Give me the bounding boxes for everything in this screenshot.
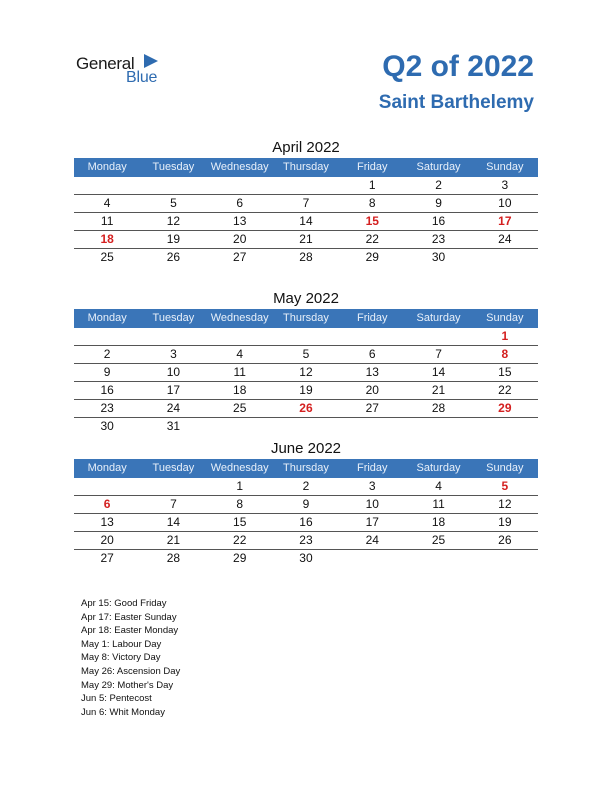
holiday-item: Apr 18: Easter Monday	[81, 625, 179, 637]
holiday-item: Apr 17: Easter Sunday	[81, 611, 177, 623]
day-cell: 22	[498, 383, 512, 397]
region-name: Saint Barthelemy	[378, 92, 534, 113]
day-cell: 10	[365, 497, 379, 511]
day-cell: 7	[170, 497, 177, 511]
day-cell	[207, 328, 273, 345]
day-cell: 18	[431, 515, 446, 529]
day-cell: 28	[166, 551, 181, 565]
day-cell: 3	[368, 479, 376, 493]
day-cell	[74, 328, 140, 345]
day-cell: 8	[368, 196, 376, 210]
day-cell: 23	[299, 533, 313, 547]
day-cell	[140, 177, 206, 194]
day-cell	[273, 418, 339, 435]
day-cell	[273, 177, 339, 194]
day-cell: 17	[166, 383, 181, 397]
day-cell	[472, 418, 538, 435]
day-cell: 21	[431, 383, 446, 397]
day-cell: 21	[166, 533, 181, 547]
month-grid	[74, 478, 538, 567]
day-cell: 5	[302, 347, 310, 361]
day-cell: 12	[498, 497, 512, 511]
day-cell	[207, 177, 273, 194]
weekday-label: Saturday	[416, 312, 461, 324]
day-cell: 10	[166, 365, 181, 379]
day-cell	[339, 418, 405, 435]
week-row	[74, 478, 538, 496]
week-row	[74, 346, 538, 364]
holiday-item: May 29: Mother's Day	[81, 679, 174, 691]
day-cell	[339, 550, 405, 567]
day-cell: 15	[365, 214, 379, 228]
holiday-list	[81, 597, 180, 719]
week-row	[74, 532, 538, 550]
weekday-label: Wednesday	[210, 462, 269, 474]
day-cell: 18	[233, 383, 247, 397]
month-april	[74, 137, 538, 266]
month-grid	[74, 328, 538, 435]
weekday-label: Sunday	[486, 312, 524, 324]
month-grid	[74, 177, 538, 266]
weekday-label: Monday	[87, 462, 127, 474]
week-row	[74, 514, 538, 532]
week-row	[74, 400, 538, 418]
day-cell	[140, 328, 206, 345]
weekday-label: Monday	[87, 161, 127, 173]
week-row	[74, 231, 538, 249]
weekday-label: Tuesday	[152, 462, 195, 474]
week-row	[74, 418, 538, 435]
week-row	[74, 550, 538, 567]
day-cell: 30	[299, 551, 313, 565]
day-cell: 1	[236, 479, 244, 493]
day-cell: 10	[498, 196, 512, 210]
day-cell: 1	[368, 178, 376, 192]
holiday-item: Jun 5: Pentecost	[81, 693, 152, 705]
day-cell: 17	[365, 515, 379, 529]
day-cell: 24	[498, 232, 512, 246]
day-cell: 6	[236, 196, 244, 210]
logo-text-blue: Blue	[126, 69, 158, 86]
day-cell: 3	[501, 178, 509, 192]
day-cell: 20	[365, 383, 379, 397]
weekday-label: Friday	[356, 462, 388, 474]
day-cell	[140, 478, 206, 495]
day-cell: 4	[103, 196, 111, 210]
day-cell	[472, 249, 538, 266]
month-june	[74, 438, 538, 567]
day-cell: 2	[103, 347, 111, 361]
weekday-header	[74, 158, 538, 177]
day-cell: 20	[100, 533, 114, 547]
week-row	[74, 249, 538, 266]
day-cell: 30	[431, 250, 446, 264]
day-cell	[74, 177, 140, 194]
month-title: June 2022	[270, 440, 342, 457]
day-cell: 30	[100, 419, 114, 433]
logo-text-general: General	[76, 54, 135, 73]
weekday-label: Tuesday	[152, 312, 195, 324]
day-cell: 9	[435, 196, 442, 210]
day-cell: 25	[431, 533, 446, 547]
day-cell: 27	[365, 401, 379, 415]
weekday-label: Wednesday	[210, 161, 269, 173]
weekday-header	[74, 309, 538, 328]
day-cell: 5	[170, 196, 177, 210]
day-cell: 16	[100, 383, 114, 397]
day-cell	[273, 328, 339, 345]
week-row	[74, 328, 538, 346]
day-cell: 4	[236, 347, 244, 361]
day-cell: 25	[100, 250, 114, 264]
weekday-label: Monday	[87, 312, 127, 324]
weekday-label: Sunday	[486, 462, 524, 474]
day-cell: 12	[299, 365, 313, 379]
day-cell: 6	[103, 497, 111, 511]
day-cell	[405, 418, 471, 435]
day-cell: 14	[166, 515, 181, 529]
weekday-label: Saturday	[416, 462, 461, 474]
day-cell: 18	[100, 232, 114, 246]
day-cell: 26	[498, 533, 512, 547]
day-cell: 6	[368, 347, 376, 361]
day-cell: 11	[100, 214, 114, 228]
day-cell: 5	[501, 479, 509, 493]
day-cell: 27	[233, 250, 247, 264]
day-cell: 27	[100, 551, 114, 565]
day-cell: 19	[166, 232, 181, 246]
day-cell: 25	[233, 401, 247, 415]
day-cell: 2	[302, 479, 310, 493]
day-cell: 21	[299, 232, 313, 246]
weekday-label: Wednesday	[210, 312, 269, 324]
day-cell: 1	[501, 329, 509, 343]
day-cell: 28	[299, 250, 313, 264]
day-cell: 15	[498, 365, 512, 379]
day-cell: 3	[170, 347, 177, 361]
day-cell: 16	[431, 214, 446, 228]
day-cell: 24	[365, 533, 379, 547]
holiday-item: May 8: Victory Day	[81, 652, 161, 664]
day-cell: 16	[299, 515, 313, 529]
day-cell: 24	[166, 401, 181, 415]
month-may	[74, 288, 538, 435]
day-cell: 28	[431, 401, 446, 415]
day-cell: 9	[103, 365, 111, 379]
day-cell: 19	[498, 515, 512, 529]
week-row	[74, 195, 538, 213]
day-cell: 14	[299, 214, 313, 228]
week-row	[74, 177, 538, 195]
logo-flag-icon	[144, 54, 158, 68]
weekday-header	[74, 459, 538, 478]
day-cell: 22	[365, 232, 379, 246]
day-cell: 13	[100, 515, 114, 529]
day-cell	[207, 418, 273, 435]
week-row	[74, 496, 538, 514]
day-cell: 22	[233, 533, 247, 547]
weekday-label: Sunday	[486, 161, 524, 173]
day-cell: 19	[299, 383, 313, 397]
month-title: April 2022	[272, 139, 340, 156]
day-cell: 17	[498, 214, 512, 228]
weekday-label: Saturday	[416, 161, 461, 173]
day-cell: 13	[233, 214, 247, 228]
day-cell	[405, 550, 471, 567]
day-cell: 11	[432, 497, 445, 511]
day-cell: 23	[431, 232, 446, 246]
day-cell: 8	[501, 347, 509, 361]
week-row	[74, 382, 538, 400]
weekday-label: Thursday	[283, 161, 329, 173]
month-title: May 2022	[273, 290, 339, 307]
holiday-item: May 1: Labour Day	[81, 638, 162, 650]
day-cell: 13	[365, 365, 379, 379]
day-cell: 29	[233, 551, 247, 565]
weekday-label: Friday	[356, 312, 388, 324]
holiday-item: Apr 15: Good Friday	[81, 598, 167, 609]
day-cell: 14	[431, 365, 446, 379]
day-cell	[74, 478, 140, 495]
generalblue-logo	[76, 52, 176, 88]
day-cell: 20	[233, 232, 247, 246]
day-cell	[339, 328, 405, 345]
day-cell: 31	[166, 419, 181, 433]
day-cell: 29	[365, 250, 379, 264]
week-row	[74, 213, 538, 231]
day-cell	[405, 328, 471, 345]
day-cell: 23	[100, 401, 114, 415]
weekday-label: Thursday	[283, 462, 329, 474]
day-cell: 26	[299, 401, 313, 415]
holiday-item: May 26: Ascension Day	[81, 665, 181, 677]
day-cell: 7	[302, 196, 310, 210]
day-cell: 12	[166, 214, 181, 228]
day-cell: 7	[435, 347, 442, 361]
day-cell: 8	[236, 497, 244, 511]
day-cell	[472, 550, 538, 567]
quarter-title: Q2 of 2022	[382, 50, 534, 83]
day-cell: 29	[498, 401, 512, 415]
weekday-label: Tuesday	[152, 161, 195, 173]
week-row	[74, 364, 538, 382]
weekday-label: Thursday	[283, 312, 329, 324]
day-cell: 9	[302, 497, 310, 511]
day-cell: 26	[166, 250, 181, 264]
day-cell: 2	[435, 178, 442, 192]
holiday-item: Jun 6: Whit Monday	[81, 706, 165, 718]
day-cell: 15	[233, 515, 247, 529]
weekday-label: Friday	[356, 161, 388, 173]
day-cell: 11	[233, 365, 246, 379]
day-cell: 4	[435, 479, 442, 493]
